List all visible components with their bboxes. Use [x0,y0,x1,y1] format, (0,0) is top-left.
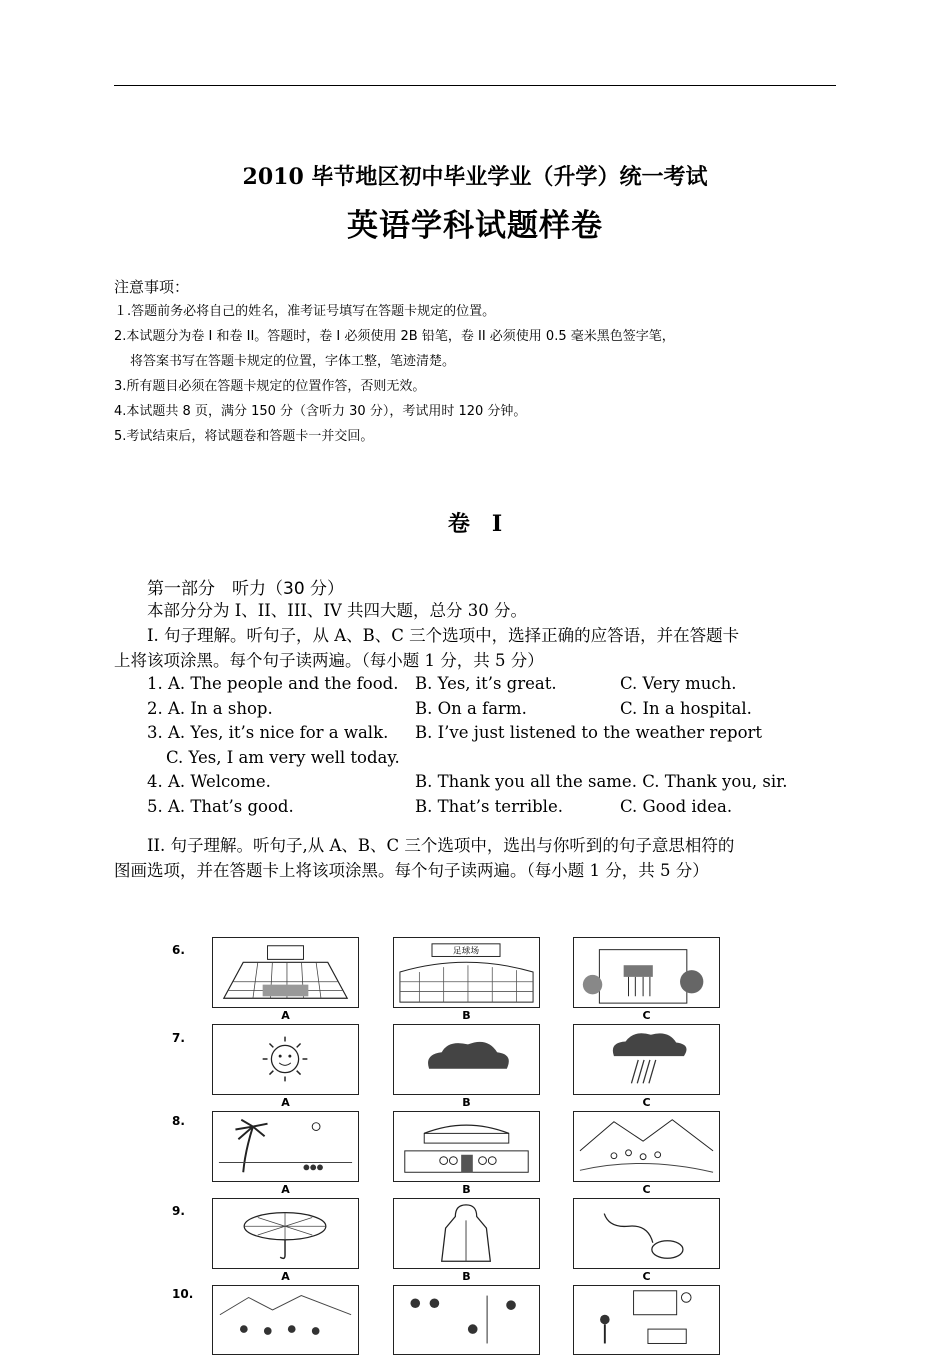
section-two-line: 图画选项，并在答题卡上将该项涂黑。每个句子读两遍。（每小题 1 分，共 5 分） [114,861,709,880]
option-a: 5. A. That’s good. [147,796,294,816]
section-one-line: 上将该项涂黑。每个句子读两遍。（每小题 1 分，共 5 分） [114,651,544,670]
picture-option [573,1285,720,1355]
beach-palm-icon [213,1112,358,1181]
notice-item: １.答题前务必将自己的姓名，准考证号填写在答题卡规定的位置。 [114,304,496,319]
picture-option [573,1198,720,1269]
theater-stage-icon [213,938,358,1007]
stadium-icon [394,938,539,1007]
notice-item: 5.考试结束后，将试题卷和答题卡一并交回。 [114,429,374,444]
notice-item: 4.本试题共 8 页，满分 150 分（含听力 30 分），考试用时 120 分钟。 [114,404,527,419]
picture-option [393,1111,540,1182]
umbrella-icon [213,1199,358,1268]
picture-option [212,1024,359,1095]
picture-option [573,1024,720,1095]
option-label-a: A [281,1183,290,1196]
picture-questions [160,925,740,1344]
picture-question-number: 6. [172,943,185,957]
cloud-icon [394,1025,539,1094]
option-label-a: A [281,1270,290,1283]
picture-question-number: 10. [172,1287,194,1301]
picture-question-number: 9. [172,1204,185,1218]
picture-option [212,1111,359,1182]
option-b: B. Thank you all the same. C. Thank you, sir. [415,772,788,791]
option-a: 2. A. In a shop. [147,698,273,718]
picture-question-number: 7. [172,1031,185,1045]
exam-title: 2010 毕节地区初中毕业学业（升学）统一考试 [242,164,708,190]
part-one-heading: 第一部分 听力（30 分） [147,579,345,599]
option-c: C. Good idea. [620,796,733,816]
section-two-instructions [114,833,836,883]
option-c: C. Very much. [620,674,737,693]
picture-option [212,1285,359,1355]
option-a: 1. A. The people and the food. [147,674,399,693]
option-a: 4. A. Welcome. [147,772,271,791]
section-one-line: I. 句子理解。听句子，从 A、B、C 三个选项中，选择正确的应答语，并在答题卡 [147,626,740,645]
picture-option [573,1111,720,1182]
rain-cloud-icon [574,1025,719,1094]
section-two-line: II. 句子理解。听句子,从 A、B、C 三个选项中，选出与你听到的句子意思相符的 [147,836,735,855]
option-label-b: B [462,1183,471,1196]
section-one-instructions [114,623,836,673]
exam-subtitle: 英语学科试题样卷 [347,208,603,244]
notice-section [114,276,844,449]
picture-option [212,937,359,1008]
mountain-picnic-icon [574,1112,719,1181]
option-b: B. That’s terrible. [415,796,563,816]
picture-option [393,1024,540,1095]
option-c: C. In a hospital. [620,698,752,718]
picture-option [393,937,540,1008]
option-label-c: C [642,1270,651,1283]
notice-item: 3.所有题目必须在答题卡规定的位置作答，否则无效。 [114,379,426,394]
option-c: C. Yes, I am very well today. [166,747,400,767]
option-label-c: C [642,1009,651,1022]
picture-option [573,937,720,1008]
header-rule [114,85,836,86]
picture-option [393,1285,540,1355]
option-label-a: A [281,1096,290,1109]
option-b: B. Yes, it’s great. [415,674,557,693]
option-label-a: A [281,1009,290,1022]
option-a: 3. A. Yes, it’s nice for a walk. [147,723,389,742]
sun-icon [213,1025,358,1094]
option-label-c: C [642,1183,651,1196]
option-label-b: B [462,1096,471,1109]
notice-heading: 注意事项： [114,278,190,296]
notice-item: 2.本试题分为卷 I 和卷 II。答题时，卷 I 必须使用 2B 铅笔，卷 II 必须使用 0.5 毫米黑色签字笔， [114,329,675,344]
raincoat-icon [394,1199,539,1268]
option-label-c: C [642,1096,651,1109]
picture-option [393,1198,540,1269]
option-b: B. On a farm. [415,698,527,718]
gate-building-icon [394,1112,539,1181]
picture-question-number: 8. [172,1114,185,1128]
option-label-b: B [462,1009,471,1022]
picture-option [212,1198,359,1269]
volume-heading: 卷 I [447,511,503,537]
option-b: B. I’ve just listened to the weather report [415,723,763,742]
stadium-sign: 足球场 [452,946,480,957]
option-label-b: B [462,1270,471,1283]
notice-item: 将答案书写在答题卡规定的位置，字体工整，笔迹清楚。 [130,354,456,369]
building-icon [574,938,719,1007]
mouse-icon [574,1199,719,1268]
part-one-intro: 本部分分为 I、II、III、IV 共四大题，总分 30 分。 [147,601,528,620]
